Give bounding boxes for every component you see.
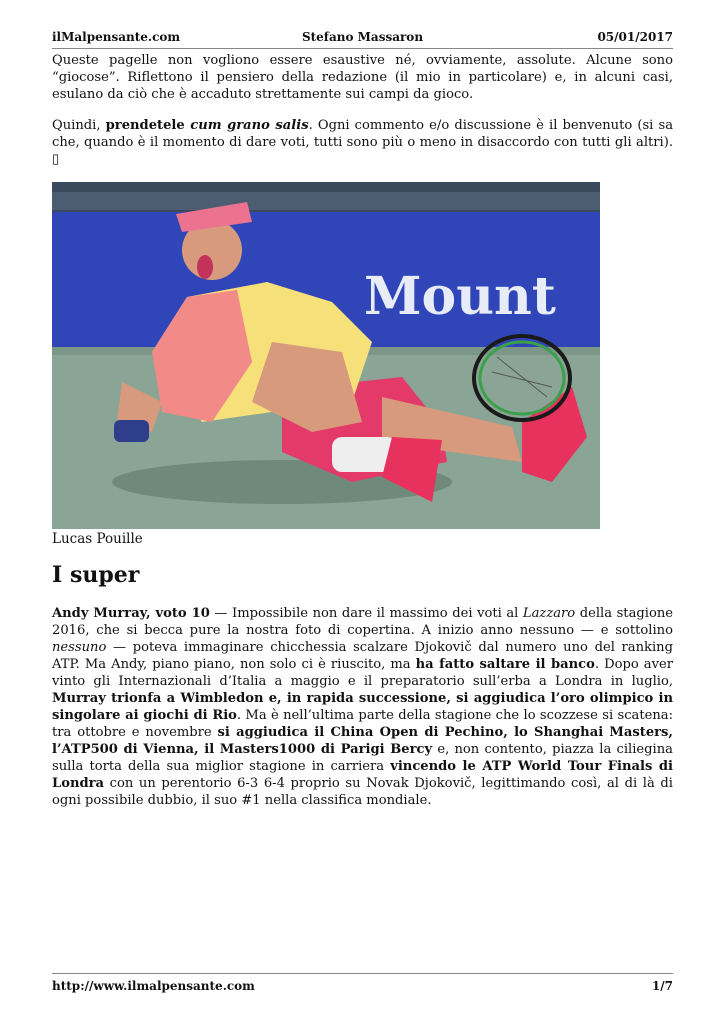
bold-run: vincendo le ATP World Tour Finals di Londra	[52, 759, 673, 791]
article-body	[52, 52, 673, 823]
intro-p2-bold-italic: cum grano salis	[190, 118, 309, 133]
intro-paragraph-1: Queste pagelle non vogliono essere esaustive né, ovviamente, assolute. Alcune sono “giocose”. Riflettono il pensiero della redazione (il mio in particolare) e, in alcuni casi, esulano da ciò che è accaduto strettamente sui campi da gioco.	[52, 53, 673, 102]
photo-caption: Lucas Pouille	[52, 531, 143, 547]
intro-p2-text: Quindi,	[52, 118, 106, 133]
emoji-placeholder-icon: ▯	[52, 152, 60, 167]
header-author: Stefano Massaron	[301, 30, 424, 44]
section-title: I super	[52, 562, 140, 588]
header-date: 05/01/2017	[597, 30, 673, 44]
photo-banner-text: Mount	[364, 266, 556, 327]
bold-run: si aggiudica il China Open di Pechino, lo Shanghai Masters, l’ATP500 di Vienna, il Masters1000 di Parigi Bercy	[52, 725, 673, 757]
page-number: 1/7	[651, 979, 673, 993]
page-header	[52, 30, 673, 49]
text-run: e, non contento, piazza la ciliegina sulla torta della sua miglior stagione in carriera	[52, 742, 673, 774]
text-run: . Ma è nell’ultima parte della stagione che lo scozzese si scatena: tra ottobre e novembre	[52, 708, 674, 740]
bold-run: ha fatto saltare il banco	[415, 657, 595, 672]
footer-url-link[interactable]: http://www.ilmalpensante.com	[52, 979, 255, 993]
bold-run: Murray trionfa a Wimbledon e, in rapida successione, si aggiudica l’oro olimpico in singolare ai giochi di Rio	[52, 691, 673, 723]
text-run: con un perentorio 6-3 6-4 proprio su Novak Djokovič, legittimando così, al di là di ogni possibile dubbio, il suo #1 nella classifica mondiale.	[52, 776, 673, 808]
text-run: . Dopo aver vinto gli Internazionali d’Italia a maggio e il preparatorio sull’erba a Londra in luglio,	[52, 657, 673, 689]
text-run: — poteva immaginare chicchessia scalzare Djokovič dal numero uno del ranking ATP. Ma Andy, piano piano, non solo ci è riuscito, ma	[52, 640, 673, 672]
section-paragraph	[52, 605, 673, 809]
player-name: Andy Murray, voto 10	[52, 606, 210, 621]
header-site: ilMalpensante.com	[52, 30, 181, 44]
italic-run: Lazzaro	[522, 606, 576, 621]
page-footer	[52, 973, 673, 994]
intro-paragraph-2	[52, 117, 673, 168]
intro-p2-rest: . Ogni commento e/o discussione è il benvenuto (si sa che, quando è il momento di dare voti, tutti sono più o meno in disaccordo con tutti gli altri).	[52, 118, 673, 150]
italic-run: nessuno	[52, 640, 107, 655]
intro-p2-bold: prendetele	[105, 118, 191, 133]
text-run: — Impossibile non dare il massimo dei voti al	[209, 606, 523, 621]
text-run: della stagione 2016, che si becca pure la nostra foto di copertina. A inizio anno nessuno — e sottolino	[52, 606, 674, 638]
article-photo	[52, 182, 600, 529]
